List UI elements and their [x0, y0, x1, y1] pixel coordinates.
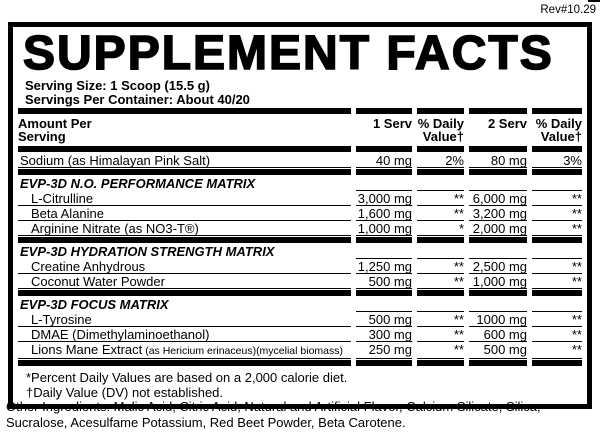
header-daily-value-2 — [532, 115, 582, 145]
amount-1serv: 300 mg — [356, 327, 412, 342]
amount-2serv: 80 mg — [469, 153, 527, 168]
amount-2serv: 500 mg — [469, 342, 527, 359]
divider-bar-segment — [469, 290, 527, 296]
serving-size-line: Serving Size: 1 Scoop (15.5 g) — [25, 78, 210, 94]
daily-value-2serv: ** — [532, 274, 582, 289]
section-underline — [469, 297, 527, 312]
section-underline — [356, 297, 412, 312]
amount-2serv: 1000 mg — [469, 312, 527, 327]
section-underline — [356, 244, 412, 259]
table-row — [18, 191, 582, 206]
daily-value-1serv: * — [417, 221, 464, 236]
table-row — [18, 297, 582, 312]
header-1serv: 1 Serv — [372, 116, 412, 132]
amount-1serv: 1,600 mg — [357, 206, 412, 222]
divider-bar-segment — [356, 237, 412, 243]
header-daily-line1: % Daily — [417, 116, 464, 132]
header-amount-line1: Amount Per — [18, 116, 92, 132]
section-underline — [356, 176, 412, 191]
daily-value-1serv: ** — [417, 274, 464, 289]
amount-1serv: 40 mg — [356, 153, 412, 168]
section-title: EVP-3D HYDRATION STRENGTH MATRIX — [20, 244, 275, 260]
header-daily-value-1 — [417, 115, 464, 145]
amount-1serv: 250 mg — [356, 342, 412, 359]
divider-bar-segment — [18, 237, 351, 243]
divider-bar — [18, 108, 582, 114]
daily-value-2serv: ** — [532, 191, 582, 206]
daily-value-2serv: ** — [532, 221, 582, 236]
daily-value-1serv: ** — [417, 206, 464, 221]
divider-bar-segment — [18, 108, 351, 114]
corner-artifact — [588, 0, 600, 2]
divider-bar-segment — [417, 360, 464, 366]
section-title: EVP-3D N.O. PERFORMANCE MATRIX — [20, 176, 256, 192]
amount-1serv: 1,000 mg — [357, 221, 412, 237]
divider-bar — [18, 146, 582, 152]
section-underline — [532, 297, 582, 312]
ingredient-name-detail: (as Hericium erinaceus)(mycelial biomass) — [142, 345, 343, 358]
daily-value-2serv: 3% — [532, 153, 582, 168]
divider-bar — [18, 360, 582, 366]
amount-2serv: 1,000 mg — [469, 274, 527, 289]
ingredient-name: L-Citrulline — [18, 191, 351, 206]
footnote-dv-not-established: †Daily Value (DV) not established. — [26, 384, 224, 400]
divider-bar-segment — [356, 169, 412, 175]
divider-bar-segment — [469, 108, 527, 114]
divider-bar-segment — [532, 169, 582, 175]
table-row — [18, 221, 582, 236]
divider-bar-segment — [469, 360, 527, 366]
divider-bar-segment — [356, 360, 412, 366]
divider-bar-segment — [532, 108, 582, 114]
amount-2serv: 6,000 mg — [469, 191, 527, 206]
daily-value-1serv: ** — [417, 259, 464, 274]
table-row — [18, 244, 582, 259]
divider-bar-segment — [18, 290, 351, 296]
table-row — [18, 153, 582, 168]
divider-bar-segment — [469, 237, 527, 243]
section-title: EVP-3D FOCUS MATRIX — [20, 297, 169, 313]
daily-value-1serv: ** — [417, 327, 464, 342]
revision-number: Rev#10.29 — [540, 4, 596, 16]
daily-value-1serv: ** — [417, 312, 464, 327]
divider-bar-segment — [532, 146, 582, 152]
servings-per-container-line: Servings Per Container: About 40/20 — [25, 92, 250, 108]
divider-bar-segment — [18, 169, 351, 175]
ingredient-name: Arginine Nitrate (as NO3-T®) — [18, 221, 351, 236]
section-underline — [469, 244, 527, 259]
amount-2serv: 600 mg — [469, 327, 527, 342]
daily-value-1serv: ** — [417, 191, 464, 206]
divider-bar-segment — [417, 169, 464, 175]
table-row — [18, 115, 582, 145]
amount-1serv: 500 mg — [356, 312, 412, 327]
amount-1serv: 1,250 mg — [357, 259, 412, 275]
facts-table — [18, 108, 582, 366]
daily-value-2serv: ** — [532, 206, 582, 221]
amount-1serv: 500 mg — [356, 274, 412, 289]
other-ingredients: Other Ingredients: Malic Acid, Citric Acid, Natural and Artificial Flavor, Calcium Silicate, Silica, Sucralose, Acesulfame Potassium, Red Beet Powder, Beta Carotene. — [6, 399, 541, 430]
table-row — [18, 342, 582, 359]
amount-1serv: 3,000 mg — [357, 191, 412, 207]
divider-bar-segment — [532, 290, 582, 296]
header-amount-line2: Serving — [18, 129, 66, 145]
divider-bar-segment — [18, 146, 351, 152]
ingredient-name: Coconut Water Powder — [18, 274, 351, 289]
section-underline — [469, 176, 527, 191]
daily-value-2serv: ** — [532, 312, 582, 327]
divider-bar-segment — [417, 237, 464, 243]
header-daily-line1: % Daily — [535, 116, 582, 132]
daily-value-1serv: ** — [417, 342, 464, 359]
footnote-daily-values: *Percent Daily Values are based on a 2,000 calorie diet. — [26, 370, 348, 386]
table-row — [18, 206, 582, 221]
table-row — [18, 259, 582, 274]
supplement-facts-panel — [8, 22, 592, 409]
section-underline — [532, 244, 582, 259]
header-2serv: 2 Serv — [487, 116, 527, 132]
ingredient-name: Sodium (as Himalayan Pink Salt) — [18, 153, 351, 168]
table-row — [18, 327, 582, 342]
amount-2serv: 3,200 mg — [469, 206, 527, 221]
ingredient-name: Lions Mane Extract (as Hericium erinaceus)(mycelial biomass) — [18, 342, 351, 359]
footnotes — [18, 367, 582, 400]
table-row — [18, 274, 582, 289]
divider-bar-segment — [417, 108, 464, 114]
ingredient-name: L-Tyrosine — [18, 312, 351, 327]
daily-value-2serv: ** — [532, 259, 582, 274]
divider-bar-segment — [417, 290, 464, 296]
divider-bar — [18, 237, 582, 243]
divider-bar-segment — [356, 146, 412, 152]
section-underline — [417, 297, 464, 312]
divider-bar-segment — [532, 237, 582, 243]
ingredient-name: Creatine Anhydrous — [18, 259, 351, 274]
table-row — [18, 176, 582, 191]
table-row — [18, 312, 582, 327]
divider-bar — [18, 290, 582, 296]
daily-value-2serv: ** — [532, 327, 582, 342]
divider-bar-segment — [18, 360, 351, 366]
header-daily-line2: Value† — [540, 129, 582, 145]
divider-bar-segment — [417, 146, 464, 152]
amount-2serv: 2,000 mg — [469, 221, 527, 236]
panel-title: SUPPLEMENT FACTS — [23, 27, 554, 80]
section-underline — [417, 176, 464, 191]
amount-2serv: 2,500 mg — [469, 259, 527, 274]
daily-value-1serv: 2% — [417, 153, 464, 168]
divider-bar-segment — [532, 360, 582, 366]
ingredient-name: Beta Alanine — [18, 206, 351, 221]
divider-bar-segment — [356, 290, 412, 296]
header-daily-line2: Value† — [422, 129, 464, 145]
divider-bar-segment — [469, 146, 527, 152]
divider-bar — [18, 169, 582, 175]
divider-bar-segment — [469, 169, 527, 175]
divider-bar-segment — [356, 108, 412, 114]
section-underline — [417, 244, 464, 259]
header-amount-per-serving — [18, 115, 351, 145]
section-underline — [532, 176, 582, 191]
daily-value-2serv: ** — [532, 342, 582, 359]
ingredient-name: DMAE (Dimethylaminoethanol) — [18, 327, 351, 342]
